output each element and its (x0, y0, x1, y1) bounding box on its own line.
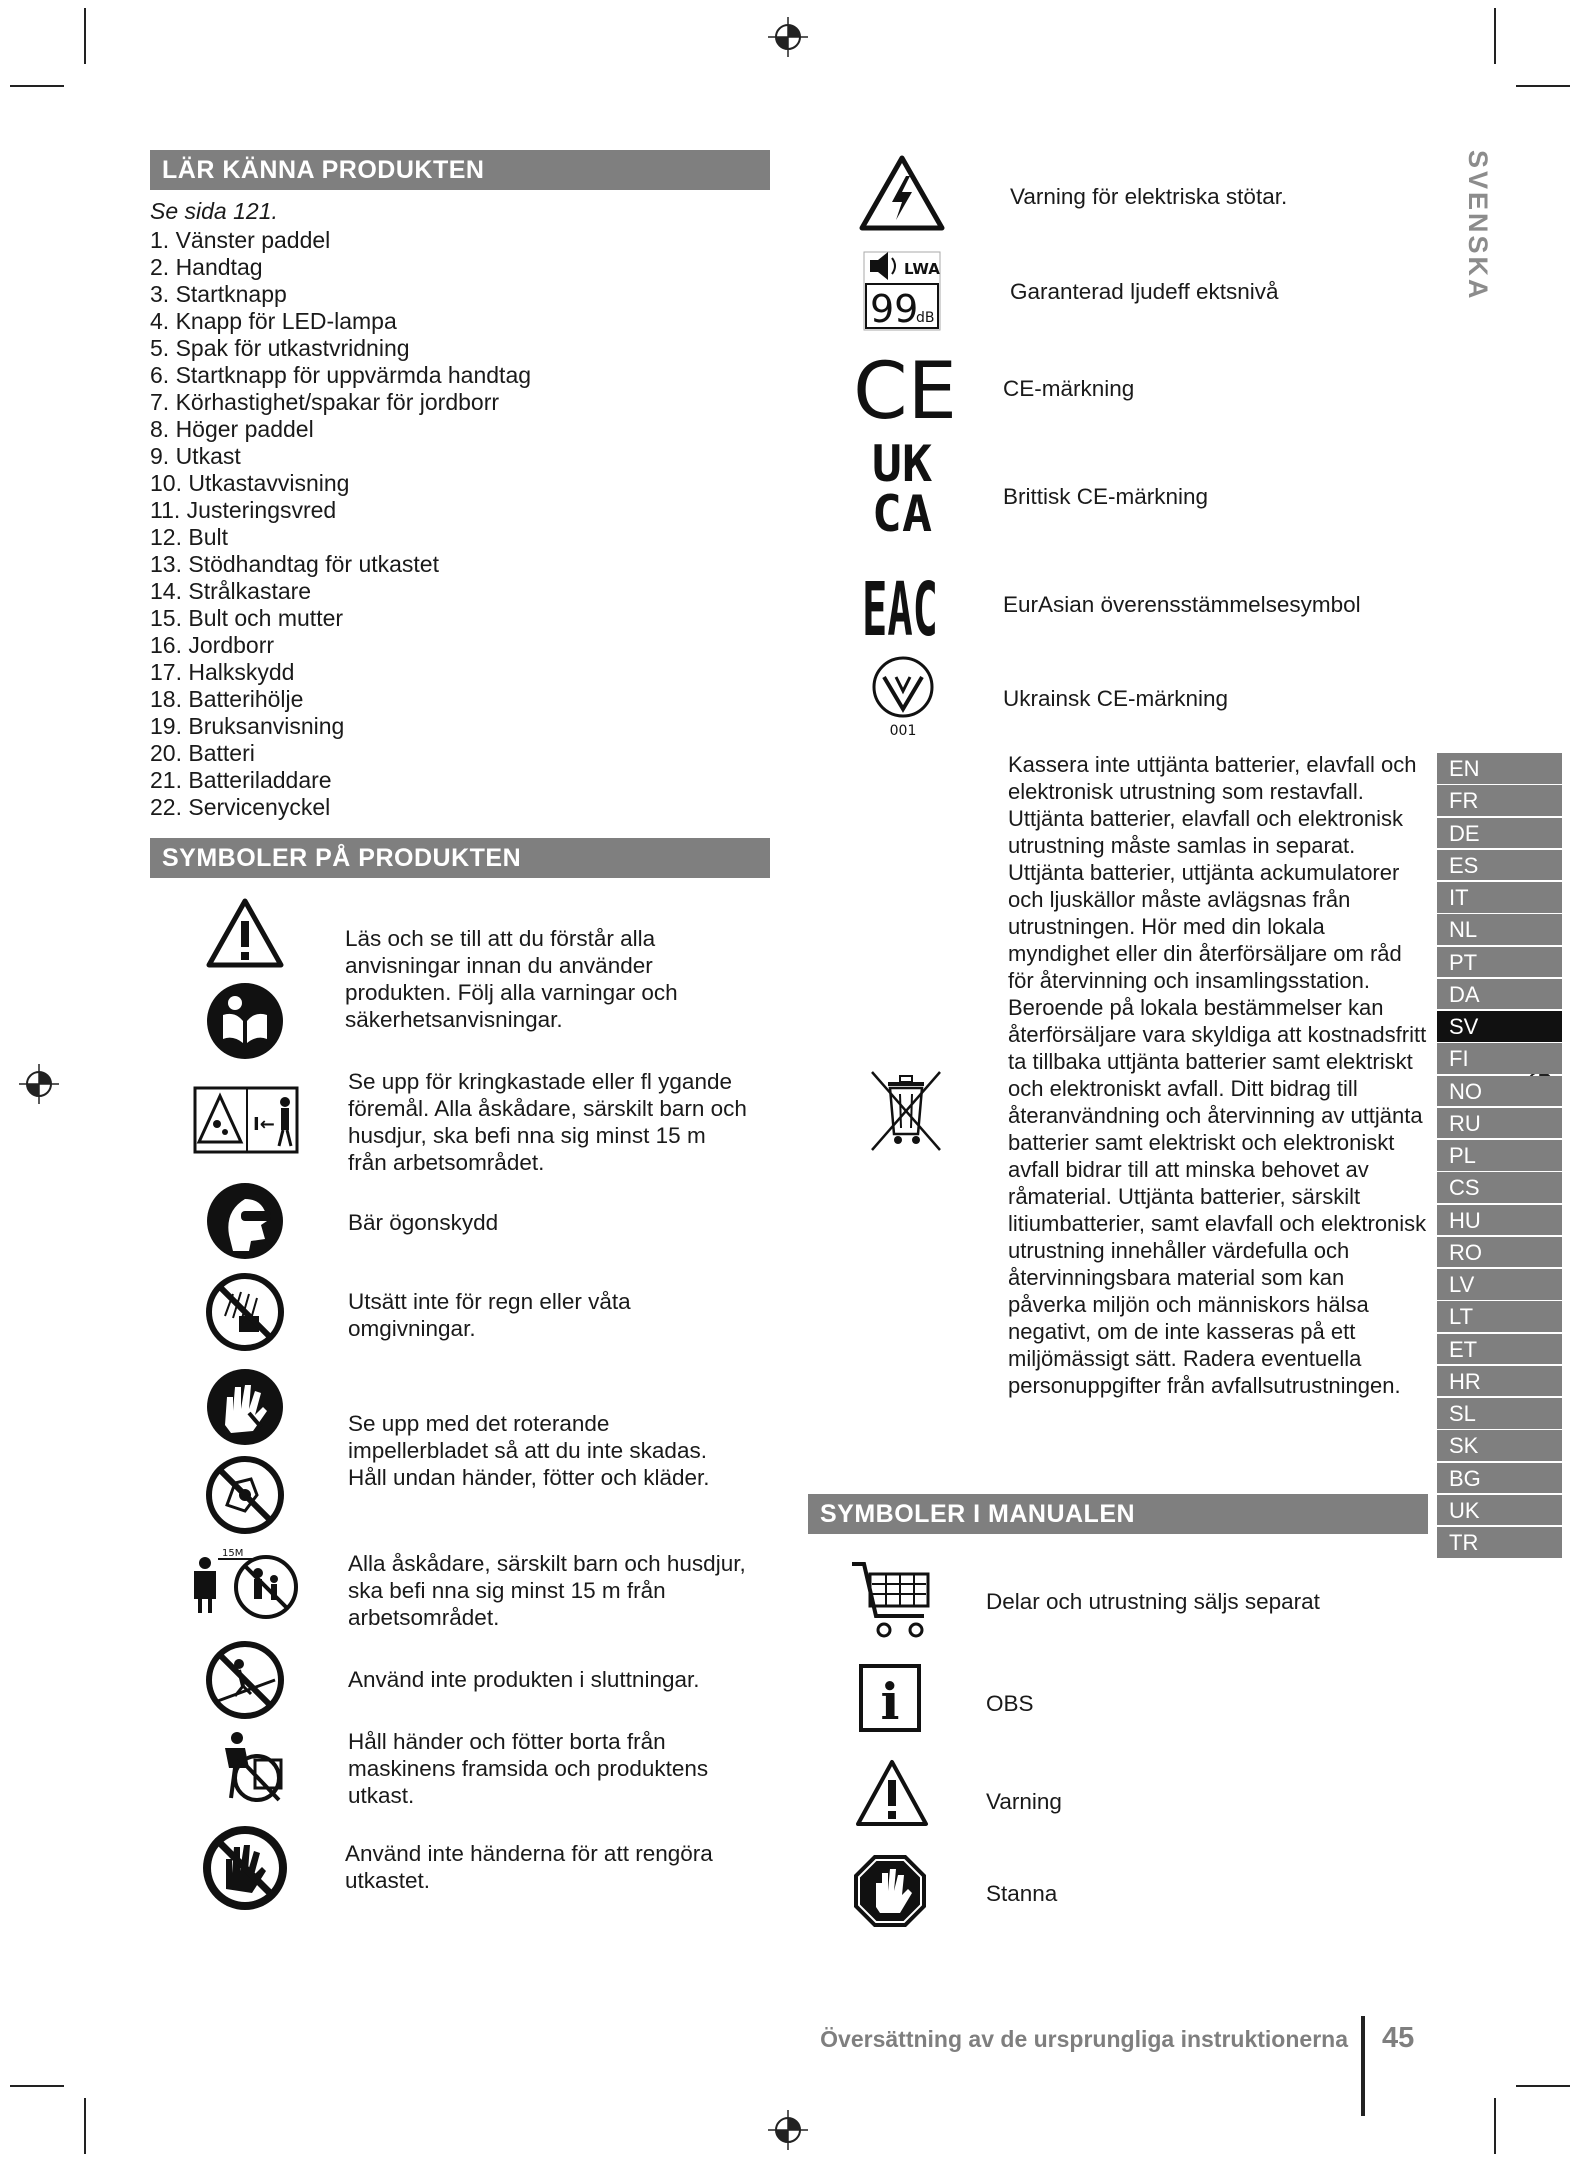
list-item: 14. Strålkastare (150, 578, 312, 604)
section-header-manual-symbols: SYMBOLER I MANUALEN (808, 1494, 1428, 1534)
list-item: 21. Batteriladdare (150, 767, 332, 793)
weee-disposal-text: Kassera inte uttjänta batterier, elavfall och elektronisk utrustning som restavfall. Uttjänta batterier, elavfall och elektronisk utrustning måste samlas in separat. Uttjänta batterier, uttjänta ackumulatorer och ljuskällor måste avlägsnas från utrustningen. Hör med din lokala myndighet eller din återförsäljare om råd för återvinning och insamlingsstation. Beroende på lokala bestämmelser kan återförsäljare vara skyldiga att kostnadsfritt ta tillbaka uttjänta batterier samt elektriskt och elektroniskt avfall. Ditt bidrag till återanvändning och återvinning av uttjänta batterier samt elektriskt och elektroniskt avfall bidrar till att minska behovet av råmaterial. Uttjänta batterier, särskilt litiumbatterier, samt elavfall och elektronisk utrustning innehåller värdefulla och återvinningsbara material som kan påverka miljön och människors hälsa negativt, om de inte kasseras på ett miljömässigt sätt. Radera eventuella personuppgifter från avfallsutrustningen. (1008, 752, 1427, 1398)
lang-tab-es[interactable]: ES (1437, 850, 1562, 881)
symbol-text-stop: Stanna (986, 1881, 1058, 1906)
thrown-objects-icon (193, 1086, 299, 1154)
footer-translation-note: Översättning av de ursprungliga instruktionerna (820, 2026, 1348, 2052)
ukraine-mark-code: 001 (889, 723, 917, 739)
section-header-product-symbols: SYMBOLER PÅ PRODUKTEN (150, 838, 770, 878)
symbol-text-bystanders: Alla åskådare, särskilt barn och husdjur, ska befi nna sig minst 15 m från arbetsområdet. (348, 1551, 746, 1630)
crop-mark-top-right-v (1494, 8, 1496, 64)
list-item: 5. Spak för utkastvridning (150, 335, 410, 361)
list-item: 11. Justeringsvred (150, 497, 337, 523)
svg-text:I←: I← (253, 1114, 275, 1135)
page-number: 45 (1382, 2022, 1415, 2054)
section-header-know-product: LÄR KÄNNA PRODUKTEN (150, 150, 770, 190)
crop-mark-bottom-right-v (1494, 2098, 1496, 2154)
warning-triangle-icon (854, 1758, 930, 1828)
eye-protection-icon (205, 1181, 285, 1261)
lang-tab-it[interactable]: IT (1437, 882, 1562, 913)
symbol-text-eye-protection: Bär ögonskydd (348, 1210, 499, 1235)
lang-tab-en[interactable]: EN (1437, 753, 1562, 784)
ce-mark-text: CE (853, 347, 957, 437)
shopping-cart-icon (850, 1558, 936, 1640)
see-page-reference: Se sida 121. (150, 198, 278, 224)
symbol-text-noise-level: Garanterad ljudeff ektsnivå (1010, 279, 1279, 304)
list-item: 17. Halkskydd (150, 659, 295, 685)
list-item: 22. Servicenyckel (150, 794, 331, 820)
symbol-text-ce: CE-märkning (1003, 376, 1135, 401)
symbol-text-read-manual: Läs och se till att du förstår alla anvisningar innan du använder produkten. Följ alla varningar och säkerhetsanvisningar. (345, 926, 678, 1032)
symbol-text-no-rain: Utsätt inte för regn eller våta omgivningar. (348, 1289, 631, 1341)
lang-tab-lv[interactable]: LV (1437, 1269, 1562, 1300)
lang-tab-pt[interactable]: PT (1437, 947, 1562, 978)
symbol-text-ukraine: Ukrainsk CE-märkning (1003, 686, 1229, 711)
list-item: 19. Bruksanvisning (150, 713, 345, 739)
lang-tab-ru[interactable]: RU (1437, 1108, 1562, 1139)
list-item: 15. Bult och mutter (150, 605, 344, 631)
list-item: 12. Bult (150, 524, 228, 550)
crossed-bin-icon (866, 1068, 946, 1154)
list-item: 4. Knapp för LED-lampa (150, 308, 397, 334)
language-side-label: SVENSKA (1463, 150, 1493, 302)
list-item: 13. Stödhandtag för utkastet (150, 551, 439, 577)
lang-tab-sv[interactable]: SV (1437, 1011, 1562, 1042)
lang-tab-lt[interactable]: LT (1437, 1301, 1562, 1332)
no-slopes-icon (205, 1640, 285, 1720)
lang-tab-hu[interactable]: HU (1437, 1205, 1562, 1236)
lang-tab-tr[interactable]: TR (1437, 1527, 1562, 1558)
noise-level-unit: dB (916, 310, 935, 326)
registration-mark-left (17, 1062, 61, 1106)
lang-tab-nl[interactable]: NL (1437, 914, 1562, 945)
bystanders-distance-icon (190, 1545, 296, 1620)
lang-tab-fr[interactable]: FR (1437, 785, 1562, 816)
list-item: 20. Batteri (150, 740, 255, 766)
lang-tab-de[interactable]: DE (1437, 818, 1562, 849)
crop-mark-top-right-h (1516, 85, 1570, 87)
ukca-mark-text-uk: UK (871, 435, 933, 493)
crop-mark-top-left-h (10, 85, 64, 87)
crop-mark-bottom-left-h (10, 2085, 64, 2087)
lang-tab-bg[interactable]: BG (1437, 1463, 1562, 1494)
hand-injury-icon (205, 1367, 285, 1447)
lang-tab-sl[interactable]: SL (1437, 1398, 1562, 1429)
ukca-mark-icon (852, 435, 952, 543)
language-tabs (1437, 753, 1562, 1559)
electric-shock-warning-icon (858, 154, 946, 232)
no-rain-icon (205, 1272, 285, 1352)
symbol-text-warning: Varning (986, 1789, 1062, 1814)
registration-mark-bottom (766, 2108, 810, 2152)
symbol-text-electric-shock: Varning för elektriska stötar. (1010, 184, 1288, 209)
lang-tab-et[interactable]: ET (1437, 1334, 1562, 1365)
eac-mark-icon (860, 565, 940, 653)
no-hands-clean-icon (200, 1823, 290, 1913)
noise-level-label: LWA (904, 260, 940, 278)
list-item: 2. Handtag (150, 254, 263, 280)
symbol-text-rotating-impeller: Se upp med det roterande impellerbladet så att du inte skadas. Håll undan händer, fötter och kläder. (348, 1411, 710, 1490)
list-item: 10. Utkastavvisning (150, 470, 350, 496)
list-item: 18. Batterihölje (150, 686, 304, 712)
noise-level-value: 99 (870, 287, 919, 331)
symbol-text-obs: OBS (986, 1691, 1034, 1716)
stop-hand-icon (852, 1853, 928, 1929)
list-item: 1. Vänster paddel (150, 227, 331, 253)
registration-mark-top (766, 15, 810, 59)
list-item: 16. Jordborr (150, 632, 275, 658)
lang-tab-cs[interactable]: CS (1437, 1172, 1562, 1203)
parts-list (150, 227, 531, 821)
list-item: 7. Körhastighet/spakar för jordborr (150, 389, 500, 415)
lang-tab-da[interactable]: DA (1437, 979, 1562, 1010)
symbol-text-thrown-objects: Se upp för kringkastade eller fl ygande föremål. Alla åskådare, särskilt barn och husdjur, ska befi nna sig minst 15 m från arbetsområdet. (348, 1069, 747, 1175)
lang-tab-sk[interactable]: SK (1437, 1430, 1562, 1461)
info-glyph: i (880, 1672, 900, 1731)
lang-tab-ro[interactable]: RO (1437, 1237, 1562, 1268)
lang-tab-pl[interactable]: PL (1437, 1140, 1562, 1171)
distance-label: 15M (222, 1548, 244, 1559)
lang-tab-hr[interactable]: HR (1437, 1366, 1562, 1397)
symbol-text-no-slopes: Använd inte produkten i sluttningar. (348, 1667, 700, 1692)
symbol-text-no-hands: Använd inte händerna för att rengöra utkastet. (345, 1841, 713, 1893)
noise-level-icon (862, 250, 942, 332)
info-icon (858, 1663, 922, 1733)
symbol-text-ukca: Brittisk CE-märkning (1003, 484, 1209, 509)
list-item: 8. Höger paddel (150, 416, 314, 442)
read-manual-icon (205, 981, 285, 1061)
footer-divider (1361, 2016, 1365, 2116)
list-item: 6. Startknapp för uppvärmda handtag (150, 362, 532, 388)
list-item: 3. Startknapp (150, 281, 287, 307)
lang-tab-no[interactable]: NO (1437, 1076, 1562, 1107)
ce-mark-icon (853, 347, 957, 437)
crop-mark-top-left-v (84, 8, 86, 64)
lang-tab-fi[interactable]: FI (1437, 1043, 1562, 1074)
symbol-text-keep-away: Håll händer och fötter borta från maskinens framsida och produktens utkast. (348, 1729, 709, 1808)
list-item: 9. Utkast (150, 443, 241, 469)
crop-mark-bottom-right-h (1516, 2085, 1570, 2087)
rotating-impeller-icon (205, 1455, 285, 1535)
lang-tab-uk[interactable]: UK (1437, 1495, 1562, 1526)
ukraine-mark-icon (870, 655, 936, 737)
symbol-text-eac: EurAsian överensstämmelsesymbol (1003, 592, 1361, 617)
crop-mark-bottom-left-v (84, 2098, 86, 2154)
ukca-mark-text-ca: CA (871, 485, 933, 543)
warning-triangle-icon (205, 897, 285, 969)
keep-hands-feet-away-icon (215, 1728, 295, 1808)
symbol-text-sold-separately: Delar och utrustning säljs separat (986, 1589, 1320, 1614)
eac-mark-text: EAC (862, 567, 938, 653)
